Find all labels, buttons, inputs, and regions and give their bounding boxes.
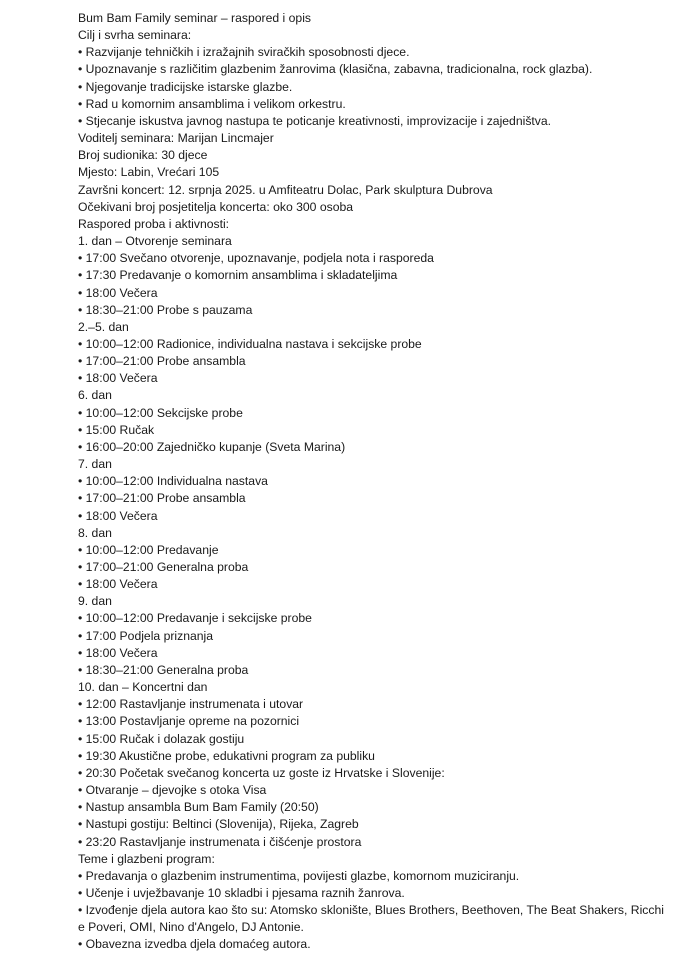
text-line: Mjesto: Labin, Vrećari 105 — [78, 165, 220, 180]
text-line: 6. dan — [78, 388, 112, 403]
bullet-item: • 12:00 Rastavljanje instrumenata i utovar — [78, 696, 668, 713]
text-line: 10. dan – Koncertni dan — [78, 680, 208, 695]
bullet-item: • Stjecanje iskustva javnog nastupa te poticanje kreativnosti, improvizacije i zajedništva. — [78, 113, 668, 130]
text-line: Broj sudionika: 30 djece — [78, 148, 208, 163]
bullet-item: • 18:00 Večera — [78, 285, 668, 302]
text-line: 7. dan — [78, 457, 112, 472]
bullet-item: • Izvođenje djela autora kao što su: Atomsko sklonište, Blues Brothers, Beethoven, The Beat Shakers, Ricchi e Poveri, OMI, Nino d'Angelo, DJ Antonie. — [78, 902, 668, 936]
bullet-item: • 18:30–21:00 Probe s pauzama — [78, 302, 668, 319]
bullet-item: • Otvaranje – djevojke s otoka Visa — [78, 782, 668, 799]
text-line: Voditelj seminara: Marijan Lincmajer — [78, 131, 274, 146]
bullet-item: • 10:00–12:00 Radionice, individualna nastava i sekcijske probe — [78, 336, 668, 353]
text-line: Cilj i svrha seminara: — [78, 28, 192, 43]
bullet-item: • 17:00 Svečano otvorenje, upoznavanje, podjela nota i rasporeda — [78, 250, 668, 267]
bullet-item: • 10:00–12:00 Predavanje i sekcijske probe — [78, 610, 668, 627]
bullet-item: • 17:00–21:00 Probe ansambla — [78, 490, 668, 507]
bullet-item: • 17:00 Podjela priznanja — [78, 628, 668, 645]
text-line: Raspored proba i aktivnosti: — [78, 216, 230, 231]
bullet-item: • Predavanja o glazbenim instrumentima, povijesti glazbe, komornom muziciranju. — [78, 868, 668, 885]
bullet-item: • Nastup ansambla Bum Bam Family (20:50) — [78, 799, 668, 816]
text-line: Očekivani broj posjetitelja koncerta: oko 300 osoba — [78, 199, 354, 214]
bullet-item: • Rad u komornim ansamblima i velikom orkestru. — [78, 96, 668, 113]
bullet-item: • 18:00 Večera — [78, 576, 668, 593]
bullet-item: • Učenje i uvježbavanje 10 skladbi i pjesama raznih žanrova. — [78, 885, 668, 902]
bullet-item: • 18:30–21:00 Generalna proba — [78, 662, 668, 679]
bullet-item: • 16:00–20:00 Zajedničko kupanje (Sveta Marina) — [78, 439, 668, 456]
text-line: 8. dan — [78, 525, 112, 540]
bullet-item: • 15:00 Ručak i dolazak gostiju — [78, 731, 668, 748]
bullet-item: • Nastupi gostiju: Beltinci (Slovenija), Rijeka, Zagreb — [78, 816, 668, 833]
text-line: 9. dan — [78, 594, 112, 609]
bullet-item: • 15:00 Ručak — [78, 422, 668, 439]
bullet-item: • 20:30 Početak svečanog koncerta uz goste iz Hrvatske i Slovenije: — [78, 765, 668, 782]
bullet-item: • 10:00–12:00 Predavanje — [78, 542, 668, 559]
bullet-item: • Obavezna izvedba djela domaćeg autora. — [78, 936, 668, 953]
bullet-item: • 10:00–12:00 Sekcijske probe — [78, 405, 668, 422]
bullet-item: • 13:00 Postavljanje opreme na pozornici — [78, 713, 668, 730]
document-body — [78, 10, 668, 954]
bullet-item: • Upoznavanje s različitim glazbenim žanrovima (klasična, zabavna, tradicionalna, rock glazba). — [78, 61, 668, 78]
text-line: 2.–5. dan — [78, 319, 129, 334]
bullet-item: • Njegovanje tradicijske istarske glazbe. — [78, 79, 668, 96]
bullet-item: • 17:00–21:00 Probe ansambla — [78, 353, 668, 370]
bullet-item: • 18:00 Večera — [78, 508, 668, 525]
text-line: Završni koncert: 12. srpnja 2025. u Amfiteatru Dolac, Park skulptura Dubrova — [78, 182, 493, 197]
bullet-item: • 19:30 Akustične probe, edukativni program za publiku — [78, 748, 668, 765]
text-line: Bum Bam Family seminar – raspored i opis — [78, 11, 311, 25]
text-line: 1. dan – Otvorenje seminara — [78, 234, 232, 249]
text-line: Teme i glazbeni program: — [78, 851, 215, 866]
bullet-item: • 17:00–21:00 Generalna proba — [78, 559, 668, 576]
bullet-item: • 10:00–12:00 Individualna nastava — [78, 473, 668, 490]
bullet-item: • 23:20 Rastavljanje instrumenata i čišćenje prostora — [78, 834, 668, 851]
bullet-item: • 18:00 Večera — [78, 370, 668, 387]
bullet-item: • 17:30 Predavanje o komornim ansamblima i skladateljima — [78, 267, 668, 284]
bullet-item: • 18:00 Večera — [78, 645, 668, 662]
bullet-item: • Razvijanje tehničkih i izražajnih sviračkih sposobnosti djece. — [78, 44, 668, 61]
